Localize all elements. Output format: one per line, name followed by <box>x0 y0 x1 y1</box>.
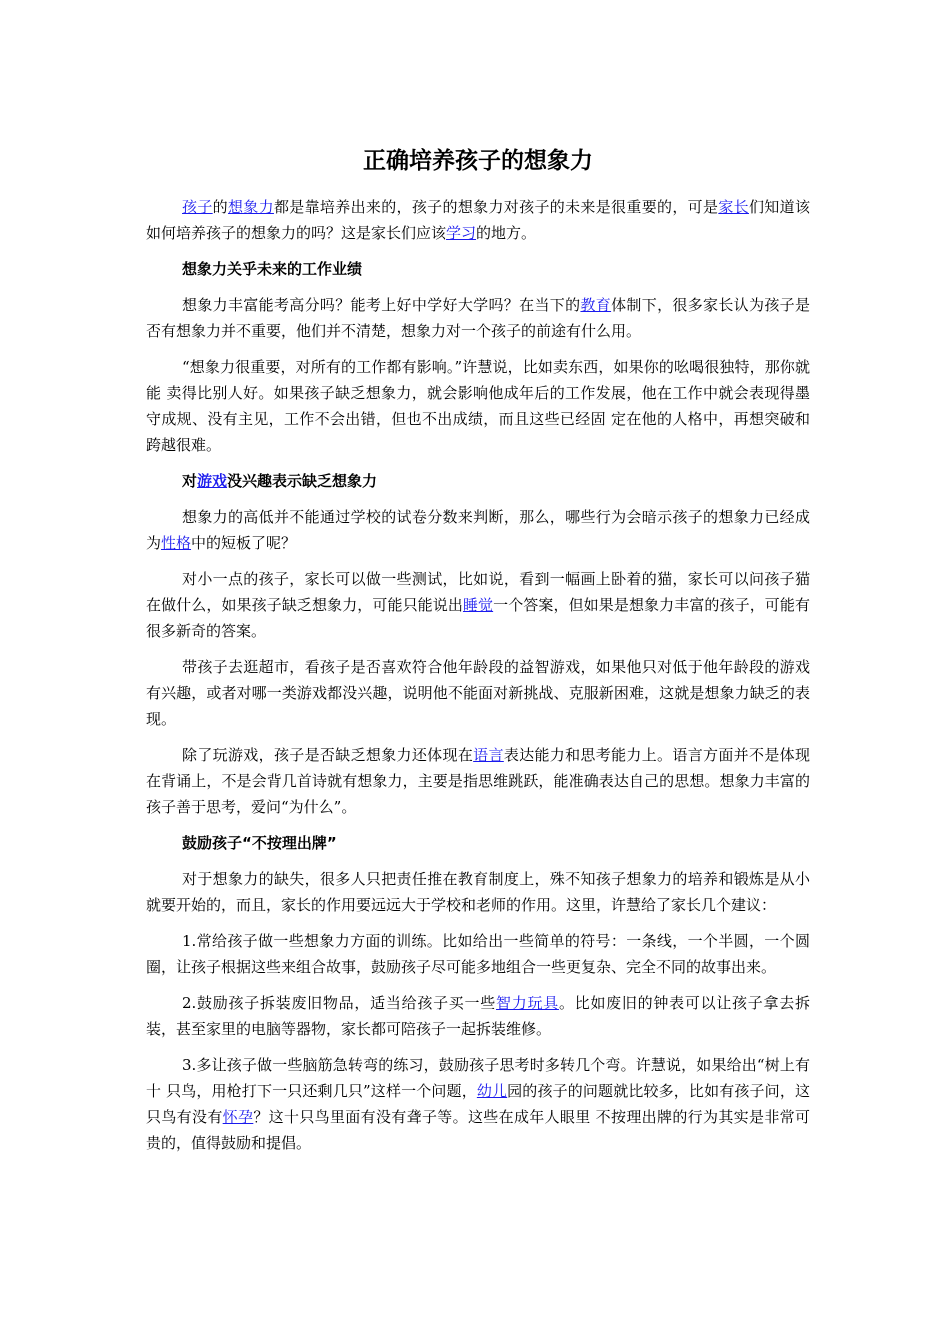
section-heading-2: 对游戏没兴趣表示缺乏想象力 <box>182 472 378 490</box>
paragraph-2: 想象力丰富能考高分吗？能考上好中学好大学吗？在当下的教育体制下，很多家长认为孩子是否有想象力并不重要，他们并不清楚，想象力对一个孩子的前途有什么用。 <box>146 296 810 340</box>
link-kindergarten[interactable]: 幼儿 <box>476 1082 508 1100</box>
link-educational-toys[interactable]: 智力玩具 <box>496 994 559 1012</box>
suggestion-2: 2.鼓励孩子拆装废旧物品，适当给孩子买一些智力玩具。比如废旧的钟表可以让孩子拿去拆装，甚至家里的电脑等器物，家长都可陪孩子一起拆装维修。 <box>146 994 810 1038</box>
link-pregnancy[interactable]: 怀孕 <box>222 1108 254 1126</box>
link-games[interactable]: 游戏 <box>197 472 228 490</box>
link-sleep[interactable]: 睡觉 <box>462 596 494 614</box>
paragraph-6: 带孩子去逛超市，看孩子是否喜欢符合他年龄段的益智游戏，如果他只对低于他年龄段的游戏有兴趣，或者对哪一类游戏都没兴趣，说明他不能面对新挑战、克服新困难，这就是想象力缺乏的表现。 <box>146 658 810 728</box>
paragraph-3: “想象力很重要，对所有的工作都有影响。”许慧说，比如卖东西，如果你的吆喝很独特，那你就能 卖得比别人好。如果孩子缺乏想象力，就会影响他成年后的工作发展，他在工作中就会表现得墨守成规、没有主见，工作不会出错，但也不出成绩，而且这些已经固 定在他的人格中，再想突破和跨越很难。 <box>146 358 810 454</box>
link-education[interactable]: 教育 <box>580 296 612 314</box>
document-page <box>146 0 810 1156</box>
link-imagination[interactable]: 想象力 <box>227 198 274 216</box>
paragraph-5: 对小一点的孩子，家长可以做一些测试，比如说，看到一幅画上卧着的猫，家长可以问孩子猫在做什么，如果孩子缺乏想象力，可能只能说出睡觉一个答案，但如果是想象力丰富的孩子，可能有很多新奇的答案。 <box>146 570 810 640</box>
paragraph-8: 对于想象力的缺失，很多人只把责任推在教育制度上，殊不知孩子想象力的培养和锻炼是从小就要开始的，而且，家长的作用要远远大于学校和老师的作用。这里，许慧给了家长几个建议： <box>146 870 810 914</box>
section-heading-3: 鼓励孩子“不按理出牌” <box>182 834 337 852</box>
link-parents[interactable]: 家长 <box>718 198 749 216</box>
suggestion-1: 1.常给孩子做一些想象力方面的训练。比如给出一些简单的符号：一条线，一个半圆，一个圆圈，让孩子根据这些来组合故事，鼓励孩子尽可能多地组合一些更复杂、完全不同的故事出来。 <box>146 932 810 976</box>
paragraph-7: 除了玩游戏，孩子是否缺乏想象力还体现在语言表达能力和思考能力上。语言方面并不是体现在背诵上，不是会背几首诗就有想象力，主要是指思维跳跃，能准确表达自己的思想。想象力丰富的孩子善于思考，爱问“为什么”。 <box>146 746 810 816</box>
link-study[interactable]: 学习 <box>446 224 477 242</box>
page-title: 正确培养孩子的想象力 <box>363 148 593 174</box>
suggestion-3: 3.多让孩子做一些脑筋急转弯的练习，鼓励孩子思考时多转几个弯。许慧说，如果给出“树上有十 只鸟，用枪打下一只还剩几只”这样一个问题，幼儿园的孩子的问题就比较多，比如有孩子问，这只鸟有没有怀孕？这十只鸟里面有没有聋子等。这些在成年人眼里 不按理出牌的行为其实是非常可贵的，值得鼓励和提倡。 <box>146 1056 810 1152</box>
link-language[interactable]: 语言 <box>473 746 504 764</box>
intro-paragraph: 孩子的想象力都是靠培养出来的，孩子的想象力对孩子的未来是很重要的，可是家长们知道该如何培养孩子的想象力的吗？这是家长们应该学习的地方。 <box>146 198 810 242</box>
link-personality[interactable]: 性格 <box>161 534 192 552</box>
section-heading-1: 想象力关乎未来的工作业绩 <box>182 260 363 278</box>
paragraph-4: 想象力的高低并不能通过学校的试卷分数来判断，那么，哪些行为会暗示孩子的想象力已经成为性格中的短板了呢？ <box>146 508 810 552</box>
link-child[interactable]: 孩子 <box>182 198 213 216</box>
